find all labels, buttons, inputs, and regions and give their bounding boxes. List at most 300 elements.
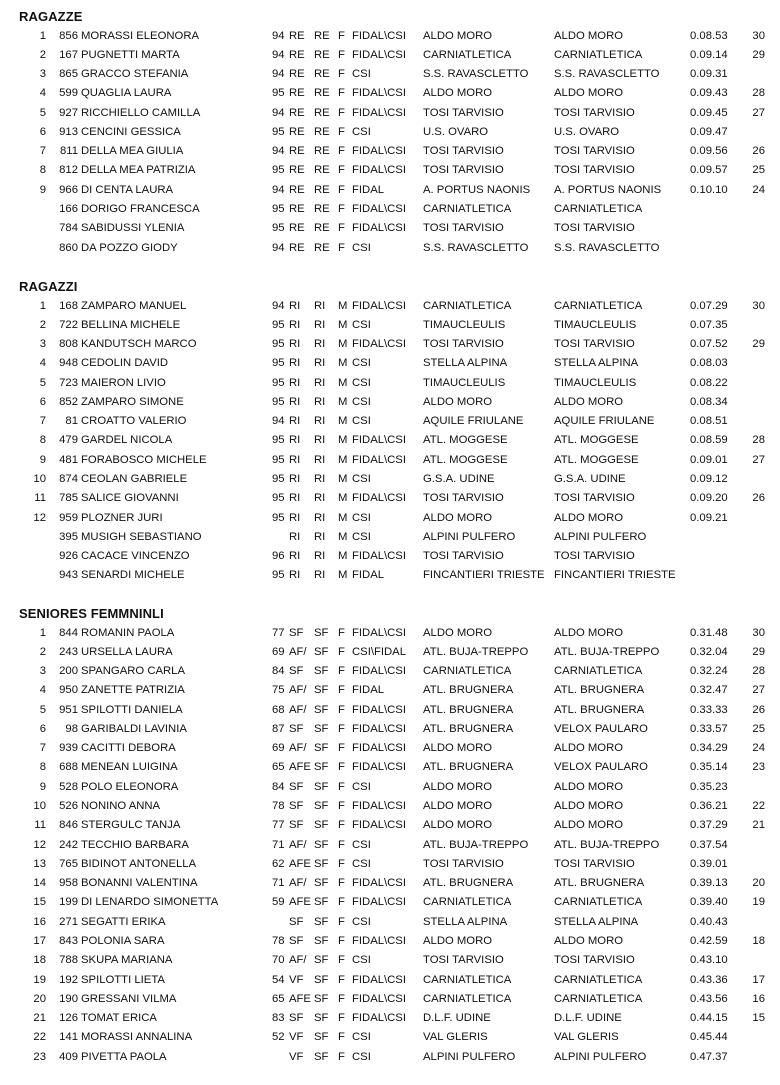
position: 1 bbox=[39, 626, 46, 639]
category-group: SF bbox=[314, 838, 329, 851]
sex: M bbox=[338, 550, 348, 563]
federation: FIDAL bbox=[352, 684, 385, 697]
finish-time: 0.40.43 bbox=[690, 915, 728, 928]
team: ALDO MORO bbox=[423, 395, 493, 408]
result-row bbox=[0, 701, 780, 720]
sex: M bbox=[338, 492, 348, 505]
bib-number: 167 bbox=[59, 48, 78, 61]
finish-time: 0.37.29 bbox=[690, 819, 728, 832]
category-group: RE bbox=[314, 29, 330, 42]
club: ALDO MORO bbox=[554, 934, 624, 947]
club: ATL. BRUGNERA bbox=[554, 703, 645, 716]
sex: F bbox=[338, 106, 345, 119]
sex: M bbox=[338, 434, 348, 447]
position: 5 bbox=[39, 703, 46, 716]
bib-number: 688 bbox=[59, 761, 78, 774]
finish-time: 0.45.44 bbox=[690, 1031, 728, 1044]
points: 22 bbox=[752, 800, 765, 813]
federation: CSI bbox=[352, 780, 371, 793]
birth-year: 94 bbox=[272, 415, 285, 428]
team: TOSI TARVISIO bbox=[423, 164, 504, 177]
federation: FIDAL\CSI bbox=[352, 48, 406, 61]
bib-number: 966 bbox=[59, 183, 78, 196]
club: ALDO MORO bbox=[554, 626, 624, 639]
athlete-name: ZAMPARO SIMONE bbox=[81, 395, 184, 408]
category-group: RI bbox=[314, 550, 326, 563]
category: RI bbox=[289, 492, 301, 505]
position: 3 bbox=[39, 68, 46, 81]
category: SF bbox=[289, 934, 304, 947]
club: TOSI TARVISIO bbox=[554, 106, 635, 119]
position: 11 bbox=[34, 819, 46, 832]
athlete-name: GRACCO STEFANIA bbox=[81, 68, 189, 81]
sex: F bbox=[338, 241, 345, 254]
birth-year: 95 bbox=[272, 569, 285, 582]
section-title: SENIORES FEMMNINLI bbox=[19, 606, 164, 621]
result-row bbox=[0, 316, 780, 335]
position: 5 bbox=[39, 106, 46, 119]
team: ALDO MORO bbox=[423, 29, 493, 42]
finish-time: 0.39.01 bbox=[690, 857, 728, 870]
sex: M bbox=[338, 415, 348, 428]
category: RI bbox=[289, 550, 301, 563]
result-row bbox=[0, 161, 780, 180]
category-group: RI bbox=[314, 530, 326, 543]
result-row bbox=[0, 893, 780, 912]
birth-year: 95 bbox=[272, 453, 285, 466]
bib-number: 874 bbox=[59, 473, 78, 486]
athlete-name: CEDOLIN DAVID bbox=[81, 357, 169, 370]
finish-time: 0.31.48 bbox=[690, 626, 728, 639]
result-row bbox=[0, 489, 780, 508]
team: CARNIATLETICA bbox=[423, 973, 512, 986]
club: CARNIATLETICA bbox=[554, 665, 643, 678]
result-row bbox=[0, 470, 780, 489]
result-row bbox=[0, 200, 780, 219]
sex: F bbox=[338, 183, 345, 196]
finish-time: 0.32.47 bbox=[690, 684, 728, 697]
team: CARNIATLETICA bbox=[423, 299, 512, 312]
points: 28 bbox=[752, 434, 765, 447]
sex: F bbox=[338, 761, 345, 774]
category: RE bbox=[289, 183, 305, 196]
birth-year: 70 bbox=[272, 954, 285, 967]
sex: F bbox=[338, 896, 345, 909]
position: 5 bbox=[39, 376, 46, 389]
category: AFE bbox=[289, 857, 311, 870]
birth-year: 95 bbox=[272, 338, 285, 351]
position: 12 bbox=[33, 511, 46, 524]
athlete-name: SENARDI MICHELE bbox=[81, 569, 185, 582]
position: 2 bbox=[39, 645, 46, 658]
bib-number: 860 bbox=[59, 241, 78, 254]
position: 7 bbox=[39, 742, 46, 755]
club: ATL. MOGGESE bbox=[554, 453, 639, 466]
position: 9 bbox=[39, 780, 46, 793]
birth-year: 78 bbox=[272, 934, 285, 947]
bib-number: 242 bbox=[59, 838, 78, 851]
category: AF/ bbox=[289, 703, 307, 716]
birth-year: 77 bbox=[272, 819, 285, 832]
club: TOSI TARVISIO bbox=[554, 164, 635, 177]
birth-year: 84 bbox=[272, 780, 285, 793]
team: CARNIATLETICA bbox=[423, 48, 512, 61]
club: U.S. OVARO bbox=[554, 125, 620, 138]
finish-time: 0.37.54 bbox=[690, 838, 728, 851]
category-group: RI bbox=[314, 473, 326, 486]
points: 25 bbox=[752, 164, 765, 177]
athlete-name: MENEAN LUIGINA bbox=[81, 761, 178, 774]
bib-number: 788 bbox=[59, 954, 78, 967]
points: 26 bbox=[752, 145, 765, 158]
team: ALDO MORO bbox=[423, 511, 493, 524]
finish-time: 0.09.56 bbox=[690, 145, 728, 158]
category: RI bbox=[289, 415, 301, 428]
federation: CSI bbox=[352, 395, 371, 408]
position: 4 bbox=[39, 684, 46, 697]
category: RI bbox=[289, 569, 301, 582]
finish-time: 0.32.24 bbox=[690, 665, 728, 678]
birth-year: 95 bbox=[272, 203, 285, 216]
category: RI bbox=[289, 357, 301, 370]
bib-number: 271 bbox=[59, 915, 78, 928]
bib-number: 126 bbox=[59, 1012, 78, 1025]
team: ALDO MORO bbox=[423, 819, 493, 832]
team: TOSI TARVISIO bbox=[423, 222, 504, 235]
federation: CSI bbox=[352, 241, 371, 254]
category: RE bbox=[289, 87, 305, 100]
sex: F bbox=[338, 992, 345, 1005]
position: 20 bbox=[33, 992, 46, 1005]
federation: FIDAL\CSI bbox=[352, 973, 406, 986]
finish-time: 0.39.13 bbox=[690, 877, 728, 890]
category: RI bbox=[289, 453, 301, 466]
bib-number: 958 bbox=[59, 877, 78, 890]
birth-year: 96 bbox=[272, 550, 285, 563]
federation: FIDAL\CSI bbox=[352, 222, 406, 235]
club: CARNIATLETICA bbox=[554, 203, 643, 216]
result-row bbox=[0, 662, 780, 681]
birth-year: 95 bbox=[272, 511, 285, 524]
athlete-name: SPILOTTI LIETA bbox=[81, 973, 165, 986]
club: ALDO MORO bbox=[554, 819, 624, 832]
section-title: RAGAZZE bbox=[19, 9, 83, 24]
athlete-name: NONINO ANNA bbox=[81, 800, 161, 813]
sex: M bbox=[338, 395, 348, 408]
position: 4 bbox=[39, 87, 46, 100]
federation: CSI bbox=[352, 915, 371, 928]
category: SF bbox=[289, 800, 304, 813]
position: 17 bbox=[33, 934, 46, 947]
federation: CSI bbox=[352, 376, 371, 389]
club: A. PORTUS NAONIS bbox=[554, 183, 662, 196]
federation: FIDAL\CSI bbox=[352, 877, 406, 890]
sex: F bbox=[338, 145, 345, 158]
result-row bbox=[0, 566, 780, 585]
team: ALPINI PULFERO bbox=[423, 1050, 516, 1063]
birth-year: 68 bbox=[272, 703, 285, 716]
result-row bbox=[0, 297, 780, 316]
position: 8 bbox=[39, 434, 46, 447]
club: ALDO MORO bbox=[554, 511, 624, 524]
points: 24 bbox=[752, 183, 765, 196]
bib-number: 811 bbox=[59, 145, 78, 158]
category: RE bbox=[289, 68, 305, 81]
sex: F bbox=[338, 742, 345, 755]
bib-number: 765 bbox=[59, 857, 78, 870]
sex: F bbox=[338, 645, 345, 658]
category-group: RI bbox=[314, 299, 326, 312]
position: 6 bbox=[39, 722, 46, 735]
result-row bbox=[0, 932, 780, 951]
birth-year: 94 bbox=[272, 48, 285, 61]
points: 21 bbox=[752, 819, 765, 832]
federation: FIDAL\CSI bbox=[352, 742, 406, 755]
federation: FIDAL\CSI bbox=[352, 934, 406, 947]
federation: FIDAL\CSI bbox=[352, 703, 406, 716]
bib-number: 479 bbox=[59, 434, 78, 447]
sex: M bbox=[338, 569, 348, 582]
athlete-name: BIDINOT ANTONELLA bbox=[81, 857, 197, 870]
category-group: SF bbox=[314, 761, 329, 774]
team: S.S. RAVASCLETTO bbox=[423, 68, 529, 81]
athlete-name: SABIDUSSI YLENIA bbox=[81, 222, 185, 235]
points: 16 bbox=[752, 992, 765, 1005]
category-group: RI bbox=[314, 376, 326, 389]
sex: F bbox=[338, 857, 345, 870]
bib-number: 166 bbox=[59, 203, 78, 216]
birth-year: 95 bbox=[272, 222, 285, 235]
birth-year: 95 bbox=[272, 434, 285, 447]
athlete-name: MAIERON LIVIO bbox=[81, 376, 166, 389]
category: AF/ bbox=[289, 838, 307, 851]
category: RI bbox=[289, 376, 301, 389]
result-row bbox=[0, 758, 780, 777]
category: RI bbox=[289, 511, 301, 524]
position: 12 bbox=[33, 838, 46, 851]
federation: FIDAL\CSI bbox=[352, 492, 406, 505]
birth-year: 78 bbox=[272, 800, 285, 813]
category-group: SF bbox=[314, 992, 329, 1005]
birth-year: 65 bbox=[272, 992, 285, 1005]
sex: F bbox=[338, 780, 345, 793]
points: 19 bbox=[752, 896, 765, 909]
category: SF bbox=[289, 819, 304, 832]
category-group: SF bbox=[314, 1012, 329, 1025]
team: ALDO MORO bbox=[423, 742, 493, 755]
team: CARNIATLETICA bbox=[423, 665, 512, 678]
sex: F bbox=[338, 703, 345, 716]
finish-time: 0.07.52 bbox=[690, 338, 728, 351]
result-row bbox=[0, 181, 780, 200]
athlete-name: DA POZZO GIODY bbox=[81, 241, 178, 254]
team: G.S.A. UDINE bbox=[423, 473, 495, 486]
category: AF/ bbox=[289, 954, 307, 967]
result-row bbox=[0, 412, 780, 431]
team: ALDO MORO bbox=[423, 626, 493, 639]
birth-year: 71 bbox=[272, 838, 285, 851]
category: RE bbox=[289, 203, 305, 216]
finish-time: 0.33.57 bbox=[690, 722, 728, 735]
result-row bbox=[0, 855, 780, 874]
birth-year: 94 bbox=[272, 68, 285, 81]
bib-number: 599 bbox=[59, 87, 78, 100]
birth-year: 59 bbox=[272, 896, 285, 909]
club: TIMAUCLEULIS bbox=[554, 318, 637, 331]
points: 28 bbox=[752, 87, 765, 100]
team: D.L.F. UDINE bbox=[423, 1012, 491, 1025]
federation: FIDAL\CSI bbox=[352, 761, 406, 774]
bib-number: 81 bbox=[65, 415, 78, 428]
bib-number: 852 bbox=[59, 395, 78, 408]
club: TOSI TARVISIO bbox=[554, 492, 635, 505]
athlete-name: ZANETTE PATRIZIA bbox=[81, 684, 185, 697]
birth-year: 95 bbox=[272, 395, 285, 408]
category-group: SF bbox=[314, 1050, 329, 1063]
federation: FIDAL\CSI bbox=[352, 434, 406, 447]
sex: M bbox=[338, 376, 348, 389]
category-group: SF bbox=[314, 800, 329, 813]
bib-number: 141 bbox=[59, 1031, 78, 1044]
finish-time: 0.09.14 bbox=[690, 48, 728, 61]
result-row bbox=[0, 374, 780, 393]
athlete-name: URSELLA LAURA bbox=[81, 645, 173, 658]
club: ALPINI PULFERO bbox=[554, 530, 647, 543]
federation: CSI bbox=[352, 530, 371, 543]
category-group: RI bbox=[314, 395, 326, 408]
sex: M bbox=[338, 530, 348, 543]
points: 27 bbox=[752, 684, 765, 697]
position: 11 bbox=[34, 492, 46, 505]
points: 27 bbox=[752, 453, 765, 466]
bib-number: 948 bbox=[59, 357, 78, 370]
sex: F bbox=[338, 1050, 345, 1063]
points: 15 bbox=[752, 1012, 765, 1025]
result-row bbox=[0, 239, 780, 258]
finish-time: 0.09.43 bbox=[690, 87, 728, 100]
federation: CSI bbox=[352, 68, 371, 81]
bib-number: 192 bbox=[59, 973, 78, 986]
club: ATL. BUJA-TREPPO bbox=[554, 838, 660, 851]
position: 9 bbox=[39, 183, 46, 196]
category-group: SF bbox=[314, 915, 329, 928]
result-row bbox=[0, 778, 780, 797]
category-group: SF bbox=[314, 934, 329, 947]
athlete-name: CROATTO VALERIO bbox=[81, 415, 187, 428]
club: CARNIATLETICA bbox=[554, 896, 643, 909]
finish-time: 0.07.35 bbox=[690, 318, 728, 331]
finish-time: 0.07.29 bbox=[690, 299, 728, 312]
position: 10 bbox=[33, 800, 46, 813]
athlete-name: DI LENARDO SIMONETTA bbox=[81, 896, 219, 909]
category: RE bbox=[289, 29, 305, 42]
result-row bbox=[0, 528, 780, 547]
position: 22 bbox=[33, 1031, 46, 1044]
club: TOSI TARVISIO bbox=[554, 857, 635, 870]
bib-number: 843 bbox=[59, 934, 78, 947]
team: ALDO MORO bbox=[423, 780, 493, 793]
bib-number: 723 bbox=[59, 376, 78, 389]
athlete-name: CACITTI DEBORA bbox=[81, 742, 176, 755]
category-group: RE bbox=[314, 125, 330, 138]
category-group: SF bbox=[314, 954, 329, 967]
sex: F bbox=[338, 800, 345, 813]
team: A. PORTUS NAONIS bbox=[423, 183, 531, 196]
athlete-name: BELLINA MICHELE bbox=[81, 318, 181, 331]
federation: CSI bbox=[352, 125, 371, 138]
team: ATL. MOGGESE bbox=[423, 453, 508, 466]
club: ATL. BRUGNERA bbox=[554, 684, 645, 697]
category: RI bbox=[289, 338, 301, 351]
birth-year: 95 bbox=[272, 473, 285, 486]
result-row bbox=[0, 123, 780, 142]
finish-time: 0.33.33 bbox=[690, 703, 728, 716]
athlete-name: PLOZNER JURI bbox=[81, 511, 163, 524]
points: 27 bbox=[752, 106, 765, 119]
category: AFE bbox=[289, 992, 311, 1005]
federation: FIDAL\CSI bbox=[352, 87, 406, 100]
category-group: RI bbox=[314, 569, 326, 582]
bib-number: 784 bbox=[59, 222, 78, 235]
federation: FIDAL\CSI bbox=[352, 29, 406, 42]
category: RE bbox=[289, 145, 305, 158]
finish-time: 0.08.53 bbox=[690, 29, 728, 42]
finish-time: 0.32.04 bbox=[690, 645, 728, 658]
category-group: SF bbox=[314, 742, 329, 755]
federation: CSI bbox=[352, 857, 371, 870]
athlete-name: ROMANIN PAOLA bbox=[81, 626, 175, 639]
sex: F bbox=[338, 48, 345, 61]
bib-number: 190 bbox=[59, 992, 78, 1005]
finish-time: 0.09.57 bbox=[690, 164, 728, 177]
result-row bbox=[0, 681, 780, 700]
result-row bbox=[0, 643, 780, 662]
federation: FIDAL\CSI bbox=[352, 626, 406, 639]
bib-number: 528 bbox=[59, 780, 78, 793]
position: 14 bbox=[33, 877, 46, 890]
category: SF bbox=[289, 780, 304, 793]
category: AF/ bbox=[289, 742, 307, 755]
athlete-name: GARIBALDI LAVINIA bbox=[81, 722, 187, 735]
sex: F bbox=[338, 222, 345, 235]
club: VELOX PAULARO bbox=[554, 761, 648, 774]
bib-number: 199 bbox=[59, 896, 78, 909]
category: RI bbox=[289, 318, 301, 331]
federation: CSI bbox=[352, 954, 371, 967]
sex: F bbox=[338, 203, 345, 216]
team: ATL. BRUGNERA bbox=[423, 877, 514, 890]
federation: FIDAL\CSI bbox=[352, 819, 406, 832]
club: TOSI TARVISIO bbox=[554, 222, 635, 235]
position: 18 bbox=[33, 954, 46, 967]
sex: M bbox=[338, 299, 348, 312]
club: CARNIATLETICA bbox=[554, 973, 643, 986]
bib-number: 856 bbox=[59, 29, 78, 42]
birth-year: 94 bbox=[272, 183, 285, 196]
finish-time: 0.08.34 bbox=[690, 395, 728, 408]
result-row bbox=[0, 219, 780, 238]
category: RI bbox=[289, 299, 301, 312]
club: TOSI TARVISIO bbox=[554, 145, 635, 158]
category: SF bbox=[289, 665, 304, 678]
finish-time: 0.09.31 bbox=[690, 68, 728, 81]
category-group: RI bbox=[314, 318, 326, 331]
team: TIMAUCLEULIS bbox=[423, 318, 506, 331]
club: ALDO MORO bbox=[554, 800, 624, 813]
category: RI bbox=[289, 434, 301, 447]
category: RE bbox=[289, 48, 305, 61]
category-group: SF bbox=[314, 780, 329, 793]
